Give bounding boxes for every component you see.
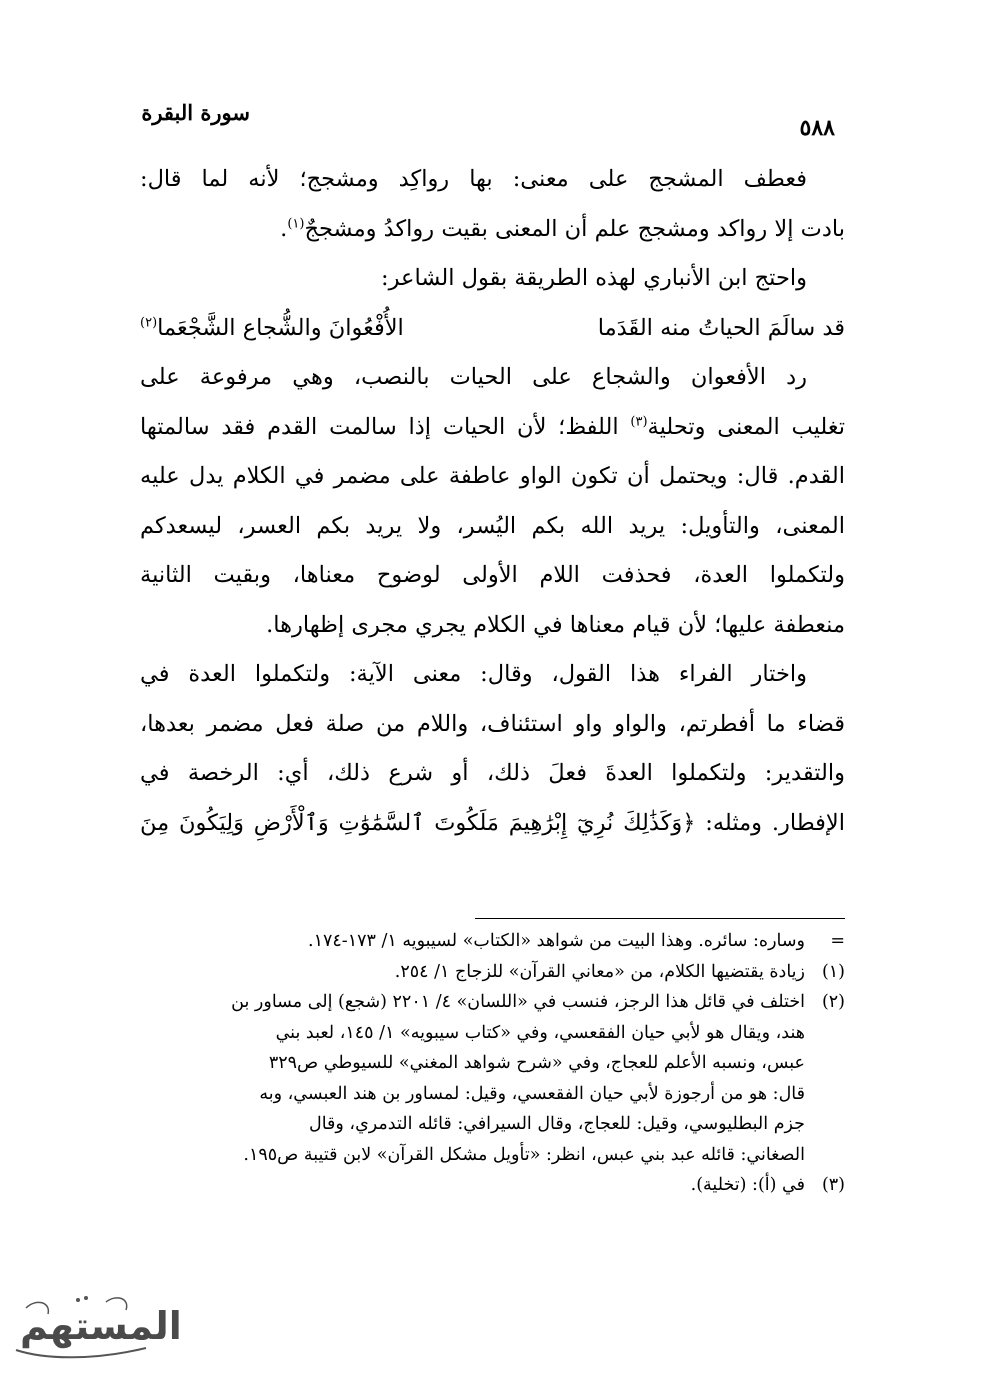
footnote-continuation: =وساره: سائره. وهذا البيت من شواهد «الكتاب» لسيبويه ١/ ١٧٣-١٧٤.	[308, 931, 845, 951]
text-line: ولتكملوا العدة، فحذفت اللام الأولى لوضوح معناها، وبقيت الثانية	[140, 562, 845, 588]
text-line: والتقدير: ولتكملوا العدةَ فعلَ ذلك، أو شرع ذلك، أي: الرخصة في	[140, 760, 845, 786]
text-line: القدم. قال: ويحتمل أن تكون الواو عاطفة على مضمر في الكلام يدل عليه	[140, 463, 845, 489]
text-line: واحتج ابن الأنباري لهذه الطريقة بقول الشاعر:	[381, 265, 807, 291]
footnote-2-line: قال: هو من أرجوزة لأبي حيان الفقعسي، وقيل: لمساور بن هند العبسي، وبه	[259, 1083, 805, 1104]
footnote-2-line: عبس، ونسبه الأعلم للعجاج، وفي «شرح شواهد المغني» للسيوطي ص٣٢٩	[268, 1053, 805, 1073]
logo-wordmark: المستهم	[20, 1304, 182, 1348]
text-line: واختار الفراء هذا القول، وقال: معنى الآية: ولتكملوا العدة في	[140, 661, 807, 687]
footnote-2-line: هند، ويقال هو لأبي حيان الفقعسي، وفي «كتاب سيبويه» ١/ ١٤٥، لعبد بني	[275, 1022, 805, 1043]
main-text	[140, 155, 845, 848]
text-line: قضاء ما أفطرتم، والواو واو استئناف، واللام من صلة فعل مضمر بعدها،	[140, 710, 845, 737]
footnote-2: (٢)اختلف في قائل هذا الرجز، فنسب في «اللسان» ٤/ ٢٢٠١ (شجع) إلى مساور بن	[231, 992, 845, 1012]
text-line: رد الأفعوان والشجاع على الحيات بالنصب، وهي مرفوعة على	[140, 364, 807, 390]
verse-line	[140, 304, 845, 354]
footnotes	[140, 926, 845, 1201]
text-line	[140, 799, 845, 849]
footnote-1: (١)زيادة يقتضيها الكلام، من «معاني القرآن» للزجاج ١/ ٢٥٤.	[394, 961, 845, 982]
text-line: المعنى، والتأويل: يريد الله بكم اليُسر، ولا يريد بكم العسر، ليسعدكم	[140, 512, 845, 539]
footnote-ref[interactable]: (٢)	[140, 315, 158, 330]
running-header-title: سورة البقرة	[141, 100, 250, 125]
text-line: منعطفة عليها؛ لأن قيام معناها في الكلام يجري مجرى إظهارها.	[266, 611, 845, 638]
footnote-2-line: الصغاني: قائله عبد بني عبس، انظر: «تأويل مشكل القرآن» لابن قتيبة ص١٩٥.	[243, 1144, 805, 1165]
footnote-separator	[475, 918, 845, 919]
footnote-ref[interactable]: (١)	[287, 216, 305, 231]
page-number: ٥٨٨	[799, 115, 835, 141]
footnote-2-line: جزم البطليوسي، وقيل: للعجاج، وقال السيرافي: قائله التدمري، وقال	[309, 1114, 805, 1134]
footnote-ref[interactable]: (٣)	[630, 414, 648, 429]
watermark-logo	[6, 1288, 182, 1368]
footnote-3: (٣)في (أ): (تخلية).	[690, 1175, 845, 1195]
quran-verse: الإفطار. ومثله: ﴿وَكَذَٰلِكَ نُرِيٓ إِبْرَٰهِيمَ مَلَكُوتَ ٱلسَّمَٰوَٰتِ وَٱلْأَرْضِ وَلِيَكُونَ مِنَ	[140, 809, 845, 836]
text-line: فعطف المشجج على معنى: بها رواكِد ومشجج؛ لأنه لما قال:	[140, 166, 807, 192]
verse-hemistich-first: قد سالَمَ الحياتُ منه القَدَما	[597, 314, 845, 341]
text-line: بادت إلا رواكد ومشجج علم أن المعنى بقيت رواكدُ ومشججٌ$^{(١)}$.	[280, 215, 845, 242]
text-line: تغليب المعنى وتحلية$^{(٣)}$ اللفظ؛ لأن الحيات إذا سالمت القدم فقد سالمتها	[140, 413, 845, 440]
verse-hemistich-second: الأُفْعُوانَ والشُّجاع الشَّجْعَما$^{(٢)}$	[140, 314, 404, 341]
